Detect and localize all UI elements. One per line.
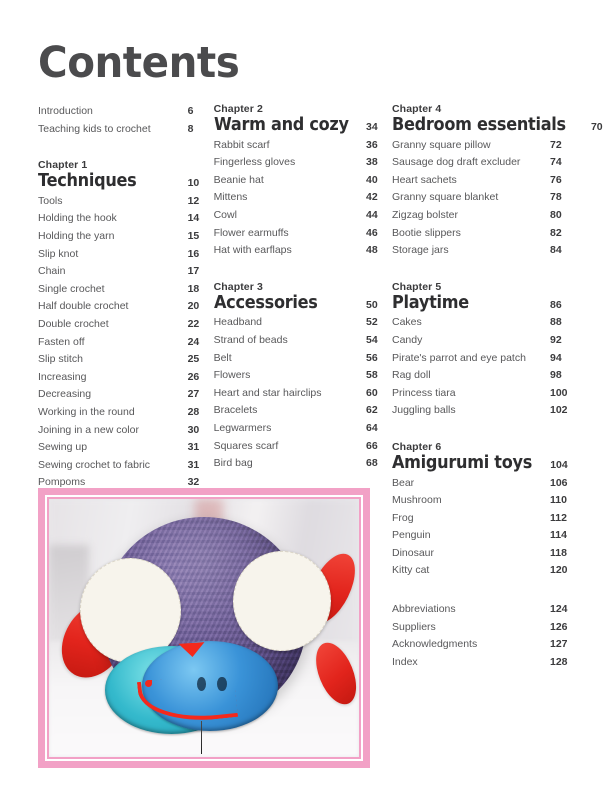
contents-entry[interactable] xyxy=(38,404,214,422)
entry-title: Pompoms xyxy=(38,476,86,489)
contents-entry[interactable] xyxy=(392,207,578,225)
entry-title: Frog xyxy=(392,511,414,524)
entry-page-number: 60 xyxy=(366,386,378,399)
entry-title: Sewing crochet to fabric xyxy=(38,458,151,471)
entry-title: Sausage dog draft excluder xyxy=(392,156,521,169)
end-matter-block xyxy=(392,601,578,671)
entry-title: Princess tiara xyxy=(392,386,456,399)
chapter-heading[interactable] xyxy=(392,115,603,136)
chapter-block xyxy=(38,159,214,492)
entry-title: Tools xyxy=(38,194,63,207)
entry-page-number: 20 xyxy=(187,300,200,313)
entry-title: Abbreviations xyxy=(392,603,456,616)
chapter-label: Chapter 5 xyxy=(392,280,442,293)
entry-title: Bracelets xyxy=(213,404,258,417)
contents-entry[interactable] xyxy=(38,334,214,352)
chapter-page-number: 86 xyxy=(550,298,562,311)
chapter-label: Chapter 2 xyxy=(213,103,263,115)
contents-entry[interactable] xyxy=(392,492,578,510)
chapter-block xyxy=(392,281,578,420)
entry-page-number: 112 xyxy=(550,511,567,524)
chapter-page-number: 104 xyxy=(550,458,568,471)
contents-entry-list xyxy=(392,601,578,671)
toy-nose xyxy=(179,643,206,659)
entry-page-number: 124 xyxy=(550,603,568,616)
entry-page-number: 88 xyxy=(550,316,562,329)
entry-title: Suppliers xyxy=(392,620,436,633)
entry-page-number: 38 xyxy=(366,156,378,169)
contents-entry[interactable] xyxy=(392,601,578,619)
entry-page-number: 118 xyxy=(550,546,567,559)
contents-entry-list xyxy=(38,103,214,138)
chapter-block xyxy=(392,441,578,580)
contents-entry[interactable] xyxy=(38,316,214,334)
entry-page-number: 31 xyxy=(187,458,200,471)
chapter-heading[interactable] xyxy=(392,454,578,474)
entry-title: Penguin xyxy=(392,529,431,542)
entry-title: Zigzag bolster xyxy=(392,208,458,221)
entry-title: Granny square pillow xyxy=(392,138,491,151)
front-matter-block xyxy=(38,103,214,138)
entry-title: Increasing xyxy=(38,370,87,383)
entry-title: Bootie slippers xyxy=(392,226,461,239)
contents-entry[interactable] xyxy=(392,189,578,207)
contents-entry[interactable] xyxy=(214,154,392,172)
contents-entry[interactable] xyxy=(38,369,214,387)
contents-entry[interactable] xyxy=(392,475,578,493)
entry-title: Bear xyxy=(392,476,415,489)
entry-page-number: 98 xyxy=(550,369,562,382)
entry-page-number: 46 xyxy=(366,226,378,239)
entry-page-number: 44 xyxy=(366,208,378,221)
contents-entry[interactable] xyxy=(392,154,578,172)
contents-entry[interactable] xyxy=(214,242,392,260)
entry-page-number: 72 xyxy=(550,138,562,151)
contents-column-3 xyxy=(392,103,603,671)
contents-entry-list xyxy=(392,475,578,581)
entry-title: Storage jars xyxy=(392,244,449,257)
entry-title: Working in the round xyxy=(38,405,135,418)
entry-page-number: 92 xyxy=(550,333,562,346)
entry-page-number: 127 xyxy=(550,638,568,651)
entry-page-number: 66 xyxy=(366,439,378,452)
chapter-page-number: 10 xyxy=(187,177,200,190)
entry-title: Granny square blanket xyxy=(392,191,499,204)
entry-title: Dinosaur xyxy=(392,546,435,559)
chapter-block xyxy=(392,103,603,260)
contents-entry[interactable] xyxy=(392,385,578,403)
contents-entry[interactable] xyxy=(392,137,578,155)
entry-page-number: 114 xyxy=(550,529,567,542)
contents-entry[interactable] xyxy=(392,402,578,420)
contents-entry[interactable] xyxy=(214,350,392,368)
entry-page-number: 12 xyxy=(187,194,200,207)
contents-entry[interactable] xyxy=(214,207,392,225)
entry-title: Introduction xyxy=(38,105,93,117)
contents-entry[interactable] xyxy=(392,527,578,545)
contents-entry[interactable] xyxy=(38,386,214,404)
entry-title: Flower earmuffs xyxy=(213,226,289,239)
contents-entry[interactable] xyxy=(392,367,578,385)
contents-entry[interactable] xyxy=(392,636,578,654)
entry-page-number: 28 xyxy=(187,405,200,418)
contents-entry[interactable] xyxy=(392,172,578,190)
contents-entry[interactable] xyxy=(392,545,578,563)
entry-title: Index xyxy=(392,655,418,668)
entry-title: Sewing up xyxy=(38,441,88,454)
entry-title: Kitty cat xyxy=(392,564,430,577)
entry-page-number: 62 xyxy=(366,404,378,417)
entry-title: Rag doll xyxy=(392,369,431,382)
contents-entry[interactable] xyxy=(392,332,578,350)
entry-page-number: 76 xyxy=(550,173,562,186)
entry-title: Single crochet xyxy=(38,282,105,295)
contents-entry-list xyxy=(214,314,392,472)
contents-entry[interactable] xyxy=(38,457,214,475)
entry-page-number: 128 xyxy=(550,655,568,668)
contents-entry[interactable] xyxy=(214,385,392,403)
page-title: Contents xyxy=(38,38,240,88)
entry-page-number: 48 xyxy=(366,244,378,257)
entry-page-number: 22 xyxy=(187,317,200,330)
entry-title: Holding the hook xyxy=(38,212,117,225)
entry-page-number: 30 xyxy=(187,423,200,436)
contents-entry[interactable] xyxy=(392,225,578,243)
entry-page-number: 17 xyxy=(187,265,200,278)
entry-title: Holding the yarn xyxy=(38,229,115,242)
contents-entry[interactable] xyxy=(214,137,392,155)
entry-title: Fingerless gloves xyxy=(213,156,296,169)
entry-page-number: 31 xyxy=(187,441,200,454)
chapter-heading[interactable] xyxy=(214,294,392,314)
chapter-block xyxy=(214,281,392,473)
photo-inner-border xyxy=(45,495,363,761)
contents-entry-list xyxy=(392,137,578,260)
chapter-title: Amigurumi toys xyxy=(392,452,533,473)
entry-page-number: 52 xyxy=(366,316,378,329)
entry-page-number: 102 xyxy=(550,404,568,417)
contents-entry[interactable] xyxy=(214,314,392,332)
entry-page-number: 15 xyxy=(187,229,200,242)
entry-page-number: 78 xyxy=(550,191,562,204)
chapter-title: Playtime xyxy=(392,292,469,313)
entry-title: Teaching kids to crochet xyxy=(38,122,151,135)
contents-entry[interactable] xyxy=(392,654,578,672)
contents-entry[interactable] xyxy=(392,314,578,332)
entry-title: Slip stitch xyxy=(38,353,83,366)
entry-title: Candy xyxy=(392,333,423,346)
chapter-title: Accessories xyxy=(213,292,318,313)
entry-title: Juggling balls xyxy=(392,404,456,417)
entry-page-number: 64 xyxy=(366,421,378,434)
entry-page-number: 126 xyxy=(550,620,568,633)
entry-page-number: 100 xyxy=(550,386,568,399)
entry-title: Decreasing xyxy=(38,388,92,401)
entry-title: Fasten off xyxy=(38,335,85,348)
entry-page-number: 25 xyxy=(187,353,200,366)
contents-entry[interactable] xyxy=(214,172,392,190)
contents-entry[interactable] xyxy=(38,228,214,246)
entry-title: Chain xyxy=(38,265,66,278)
chapter-title: Techniques xyxy=(38,171,137,192)
contents-entry[interactable] xyxy=(38,422,214,440)
contents-entry[interactable] xyxy=(392,562,578,580)
entry-page-number: 42 xyxy=(366,191,378,204)
entry-page-number: 24 xyxy=(187,335,200,348)
entry-page-number: 120 xyxy=(550,564,568,577)
crochet-toy-photo-frame xyxy=(38,488,370,768)
contents-entry[interactable] xyxy=(392,242,578,260)
chapter-heading[interactable] xyxy=(392,294,578,314)
entry-title: Beanie hat xyxy=(213,173,264,186)
entry-title: Cakes xyxy=(392,316,422,329)
entry-page-number: 6 xyxy=(187,105,194,117)
entry-title: Mittens xyxy=(213,191,248,204)
contents-entry-list xyxy=(214,137,392,260)
entry-title: Slip knot xyxy=(38,247,79,260)
entry-title: Belt xyxy=(213,351,232,364)
entry-page-number: 94 xyxy=(550,351,562,364)
chapter-label: Chapter 1 xyxy=(38,159,88,172)
entry-page-number: 74 xyxy=(550,156,562,169)
entry-page-number: 32 xyxy=(187,476,200,489)
entry-page-number: 56 xyxy=(366,351,378,364)
crochet-toy-photo xyxy=(49,499,359,757)
contents-entry[interactable] xyxy=(392,619,578,637)
entry-title: Strand of beads xyxy=(213,333,288,346)
entry-title: Joining in a new color xyxy=(38,423,139,436)
chapter-label: Chapter 6 xyxy=(392,440,442,453)
entry-page-number: 26 xyxy=(187,370,200,383)
entry-page-number: 27 xyxy=(187,388,200,401)
entry-page-number: 80 xyxy=(550,208,562,221)
entry-page-number: 40 xyxy=(366,173,378,186)
contents-entry[interactable] xyxy=(38,281,214,299)
entry-page-number: 82 xyxy=(550,226,562,239)
chapter-title: Bedroom essentials xyxy=(392,115,566,135)
chapter-label: Chapter 4 xyxy=(392,103,442,115)
entry-page-number: 68 xyxy=(366,457,378,470)
entry-title: Pirate's parrot and eye patch xyxy=(392,351,526,364)
contents-entry[interactable] xyxy=(38,298,214,316)
chapter-title: Warm and cozy xyxy=(213,115,349,135)
entry-title: Heart and star hairclips xyxy=(213,386,322,399)
entry-title: Bird bag xyxy=(213,457,253,470)
toy-mouth-accent xyxy=(145,680,152,687)
contents-entry[interactable] xyxy=(214,189,392,207)
contents-entry[interactable] xyxy=(38,439,214,457)
entry-title: Double crochet xyxy=(38,317,109,330)
chapter-page-number: 70 xyxy=(590,121,603,133)
entry-page-number: 54 xyxy=(366,333,378,346)
entry-title: Legwarmers xyxy=(213,421,272,434)
entry-page-number: 110 xyxy=(550,494,567,507)
contents-entry-list xyxy=(392,314,578,420)
contents-entry[interactable] xyxy=(38,121,214,139)
entry-title: Headband xyxy=(213,316,263,329)
contents-entry[interactable] xyxy=(214,332,392,350)
contents-entry[interactable] xyxy=(38,193,214,211)
entry-title: Flowers xyxy=(213,369,251,382)
entry-title: Heart sachets xyxy=(392,173,457,186)
entry-title: Acknowledgments xyxy=(392,638,478,651)
contents-entry[interactable] xyxy=(38,351,214,369)
chapter-block xyxy=(214,103,392,260)
entry-page-number: 36 xyxy=(366,138,378,151)
entry-page-number: 18 xyxy=(187,282,200,295)
entry-title: Hat with earflaps xyxy=(213,244,292,257)
entry-page-number: 58 xyxy=(366,369,378,382)
contents-entry[interactable] xyxy=(214,420,392,438)
contents-entry[interactable] xyxy=(392,510,578,528)
contents-entry-list xyxy=(38,193,214,492)
entry-page-number: 106 xyxy=(550,476,568,489)
contents-entry[interactable] xyxy=(214,225,392,243)
entry-page-number: 14 xyxy=(187,212,200,225)
entry-title: Half double crochet xyxy=(38,300,129,313)
entry-title: Rabbit scarf xyxy=(213,138,270,151)
sewing-needle-icon xyxy=(201,721,203,755)
contents-entry[interactable] xyxy=(38,103,214,121)
chapter-heading[interactable] xyxy=(214,116,392,136)
chapter-page-number: 50 xyxy=(366,298,378,311)
entry-title: Cowl xyxy=(213,208,237,221)
contents-entry[interactable] xyxy=(214,438,392,456)
entry-page-number: 16 xyxy=(187,247,200,260)
contents-entry[interactable] xyxy=(214,367,392,385)
chapter-label: Chapter 3 xyxy=(213,280,263,293)
contents-entry[interactable] xyxy=(214,402,392,420)
entry-title: Squares scarf xyxy=(213,439,279,452)
contents-entry[interactable] xyxy=(214,455,392,473)
contents-entry[interactable] xyxy=(38,246,214,264)
contents-entry[interactable] xyxy=(38,210,214,228)
entry-title: Mushroom xyxy=(392,494,442,507)
chapter-heading[interactable] xyxy=(38,172,214,192)
entry-page-number: 84 xyxy=(550,244,562,257)
contents-entry[interactable] xyxy=(392,350,578,368)
chapter-page-number: 34 xyxy=(366,121,378,133)
contents-entry[interactable] xyxy=(38,263,214,281)
entry-page-number: 8 xyxy=(187,122,194,135)
